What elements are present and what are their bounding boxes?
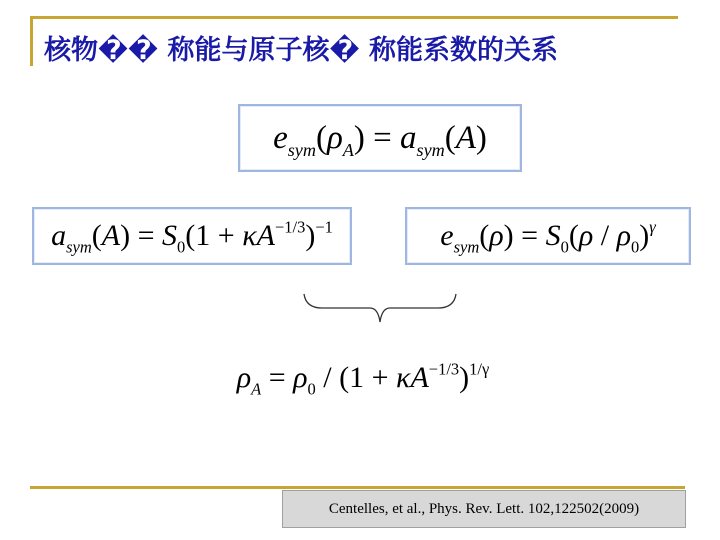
citation-box: Centelles, et al., Phys. Rev. Lett. 102,122502(2009) [282, 490, 686, 528]
accent-vertical-line [30, 16, 33, 66]
equation-box-left [32, 207, 352, 265]
equation-box-top [238, 104, 522, 172]
equation-esym-rhoA: $e_{sym}(\rho_A) = a_{sym}(A)$ [273, 119, 487, 160]
equation-rhoA: $\rho_A = \rho_0 / (1 + \kappa A^{-1/3})^{1/\gamma}$ [236, 359, 490, 399]
equation-box-bottom [208, 349, 518, 403]
equation-box-right [405, 207, 691, 265]
accent-bottom-line [30, 486, 685, 489]
equation-esym-rho: $e_{sym}(\rho) = S_0(\rho / \rho_0)^\gamma$ [440, 217, 656, 257]
slide-title: 核物�� 称能与原子核� 称能系数的关系 [44, 35, 558, 66]
equation-asym-A: $a_{sym}(A) = S_0(1 + \kappa A^{-1/3})^{-1}$ [51, 217, 333, 257]
accent-top-line [30, 16, 678, 19]
curly-brace-icon [300, 290, 460, 330]
